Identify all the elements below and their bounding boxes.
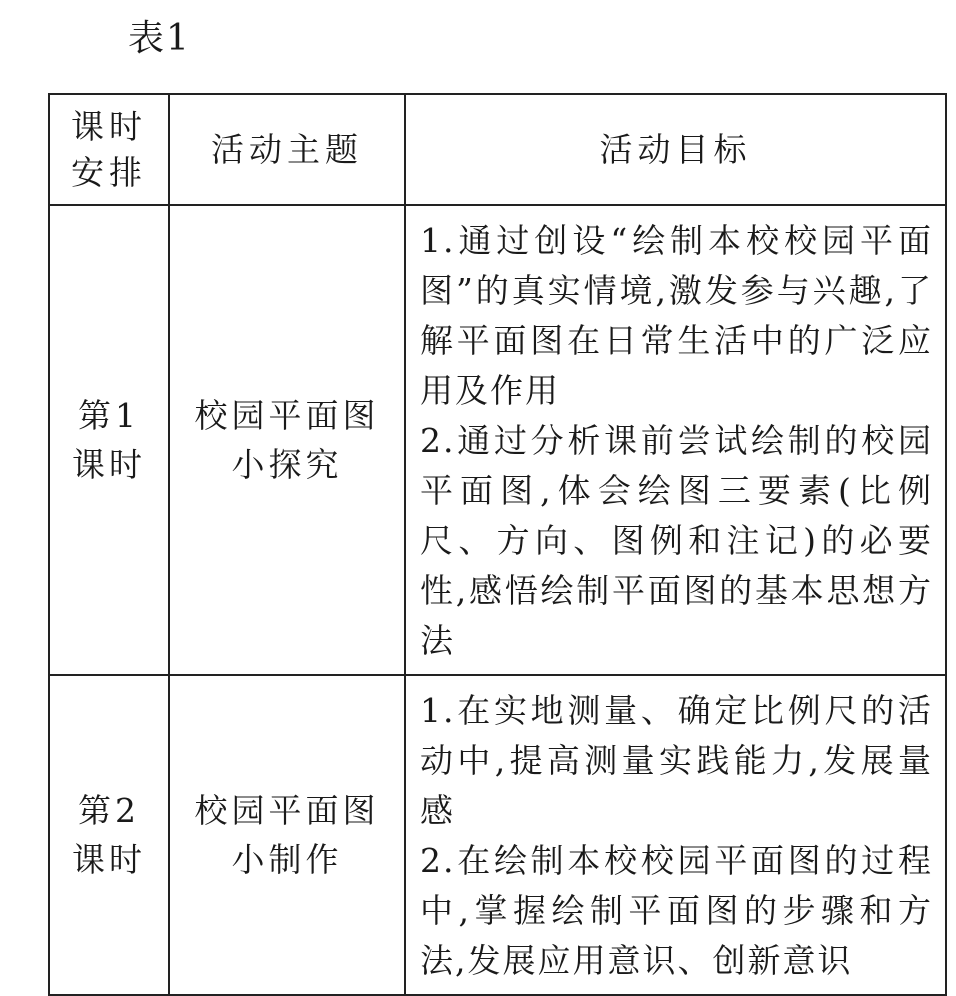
period-label: 第1课时 <box>72 396 146 484</box>
header-period-label: 课时安排 <box>71 106 147 192</box>
topic-label: 校园平面图小制作 <box>194 791 380 879</box>
goals-cell <box>405 675 946 995</box>
goals-cell <box>405 205 946 675</box>
period-cell <box>49 205 169 675</box>
topic-cell <box>169 675 405 995</box>
header-topic: 活动主题 <box>169 94 405 205</box>
goal-item: 2.在绘制本校校园平面图的过程中,掌握绘制平面图的步骤和方法,发展应用意识、创新意识 <box>420 841 933 980</box>
table-row <box>49 675 946 995</box>
header-period <box>49 94 169 205</box>
period-cell <box>49 675 169 995</box>
topic-cell <box>169 205 405 675</box>
goal-item: 1.通过创设“绘制本校校园平面图”的真实情境,激发参与兴趣,了解平面图在日常生活中的广泛应用及作用 <box>420 221 933 410</box>
period-label: 第2课时 <box>72 791 146 879</box>
lesson-plan-table <box>48 93 947 996</box>
goal-item: 1.在实地测量、确定比例尺的活动中,提高测量实践能力,发展量感 <box>420 691 933 830</box>
header-goal: 活动目标 <box>405 94 946 205</box>
table-caption: 表1 <box>128 18 191 59</box>
goal-item: 2.通过分析课前尝试绘制的校园平面图,体会绘图三要素(比例尺、方向、图例和注记)的必要性,感悟绘制平面图的基本思想方法 <box>420 421 933 660</box>
table-header-row <box>49 94 946 205</box>
table-row <box>49 205 946 675</box>
topic-label: 校园平面图小探究 <box>194 396 380 484</box>
